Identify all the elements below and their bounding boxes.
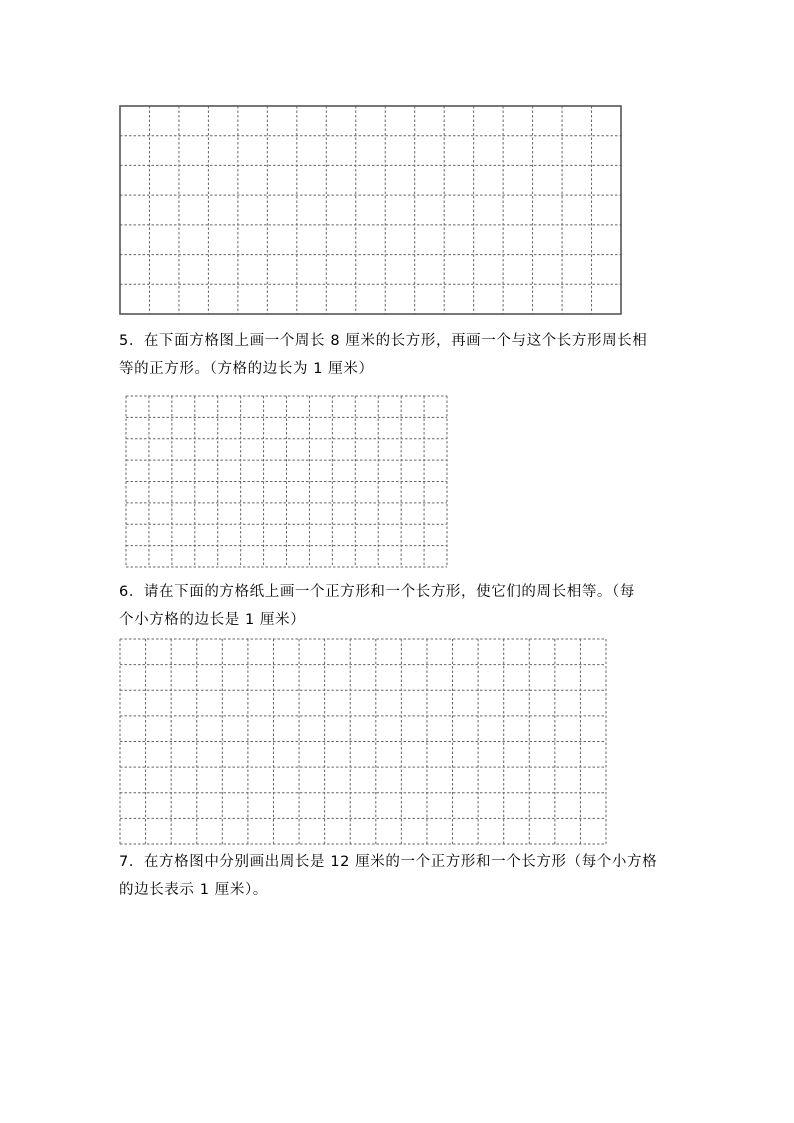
question-7 [119, 848, 684, 904]
question-7-line-1: 7．在方格图中分别画出周长是 12 厘米的一个正方形和一个长方形（每个小方格 [119, 854, 658, 870]
question-6 [119, 578, 684, 634]
question-6-line-2: 个小方格的边长是 1 厘米） [119, 612, 306, 628]
question-6-line-1: 6．请在下面的方格纸上画一个正方形和一个长方形，使它们的周长相等。（每 [119, 584, 635, 600]
question-7-line-2: 的边长表示 1 厘米）。 [119, 882, 268, 898]
grid-paper-top [119, 105, 622, 315]
question-5-line-1: 5．在下面方格图上画一个周长 8 厘米的长方形，再画一个与这个长方形周长相 [119, 333, 648, 349]
grid-paper-question-5 [125, 395, 448, 568]
question-5-line-2: 等的正方形。（方格的边长为 1 厘米） [119, 361, 374, 377]
question-5 [119, 327, 684, 383]
grid-border [120, 106, 621, 314]
grid-paper-question-6 [119, 638, 607, 845]
